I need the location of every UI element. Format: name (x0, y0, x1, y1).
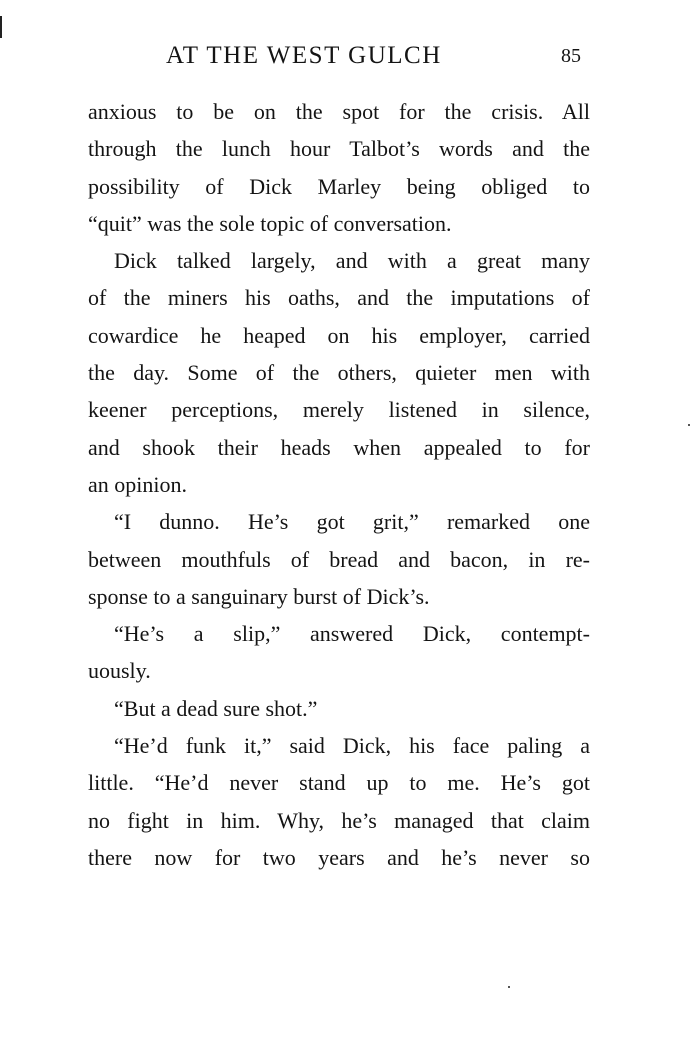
text-line: “quit” was the sole topic of conversation. (88, 210, 452, 236)
text-line: of the miners his oaths, and the imputations of (88, 285, 590, 311)
scan-speck (508, 986, 510, 988)
text-line: an opinion. (88, 471, 187, 497)
body-text (88, 93, 590, 876)
text-line: the day. Some of the others, quieter men with (88, 360, 590, 386)
text-line: “But a dead sure shot.” (114, 695, 318, 721)
page-number: 85 (561, 45, 581, 67)
text-line: sponse to a sanguinary burst of Dick’s. (88, 583, 430, 609)
text-line: “He’d funk it,” said Dick, his face paling a (114, 733, 590, 759)
text-line: keener perceptions, merely listened in silence, (88, 397, 590, 423)
text-line: and shook their heads when appealed to for (88, 434, 590, 460)
page-header (0, 42, 692, 72)
scan-speck (688, 424, 690, 426)
text-line: “I dunno. He’s got grit,” remarked one (114, 509, 590, 535)
text-line: possibility of Dick Marley being obliged to (88, 173, 590, 199)
running-head: AT THE WEST GULCH (166, 42, 442, 69)
text-line: no fight in him. Why, he’s managed that claim (88, 807, 590, 833)
text-line: Dick talked largely, and with a great many (114, 248, 590, 274)
text-line: between mouthfuls of bread and bacon, in re- (88, 546, 590, 572)
text-line: uously. (88, 658, 151, 684)
text-line: cowardice he heaped on his employer, carried (88, 322, 590, 348)
text-line: there now for two years and he’s never so (88, 844, 590, 870)
text-line: through the lunch hour Talbot’s words and the (88, 136, 590, 162)
scan-edge-mark (0, 16, 2, 38)
text-line: “He’s a slip,” answered Dick, contempt- (114, 621, 590, 647)
text-line: little. “He’d never stand up to me. He’s got (88, 770, 590, 796)
text-line: anxious to be on the spot for the crisis. All (88, 99, 590, 124)
